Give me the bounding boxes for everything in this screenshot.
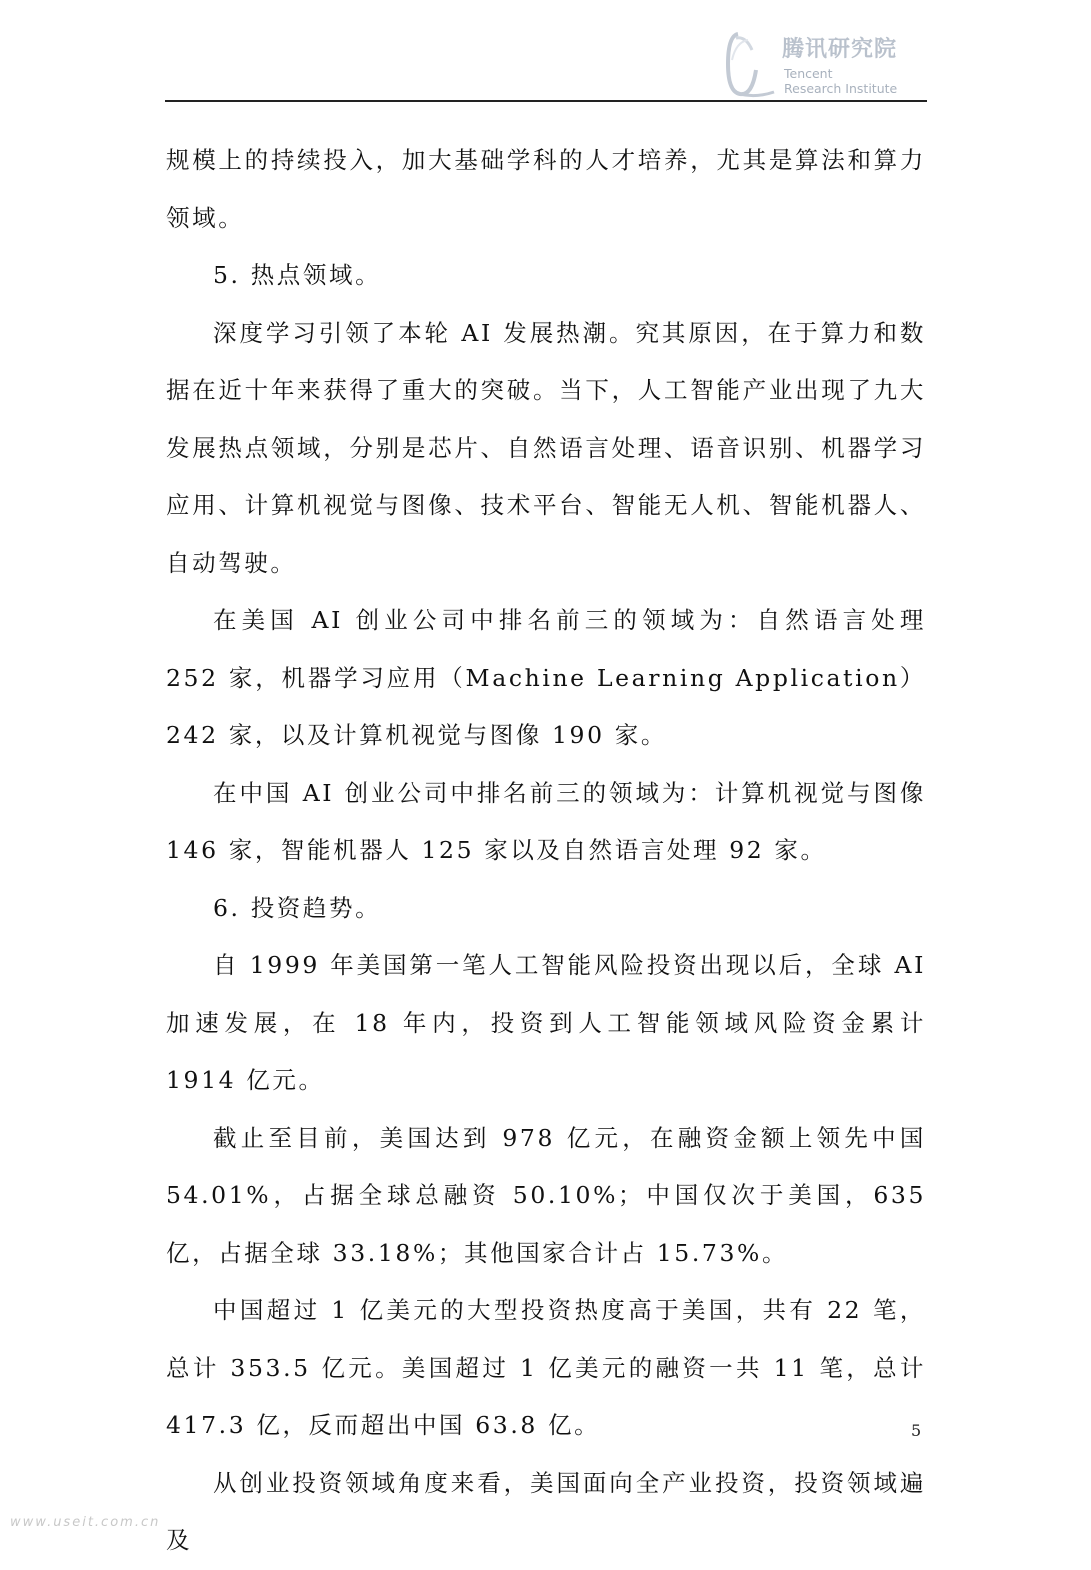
logo-english-line-1: Tencent: [784, 66, 833, 81]
logo-english-line-2: Research Institute: [784, 81, 898, 96]
watermark: www.useit.com.cn: [10, 1515, 161, 1530]
paragraph-deep-learning: 深度学习引领了本轮 AI 发展热潮。究其原因，在于算力和数据在近十年来获得了重大的突破。当下，人工智能产业出现了九大发展热点领域，分别是芯片、自然语言处理、语音识别、机器学习应用、计算机视觉与图像、技术平台、智能无人机、智能机器人、自动驾驶。: [166, 318, 926, 577]
paragraph-us-top-areas: 在美国 AI 创业公司中排名前三的领域为：自然语言处理 252 家，机器学习应用（Machine Learning Application）242 家，以及计算机视觉与图像 190 家。: [166, 606, 926, 749]
page-header: [165, 24, 927, 102]
paragraph-continuation: 规模上的持续投入，加大基础学科的人才培养，尤其是算法和算力领域。: [166, 146, 926, 232]
paragraph-global-investment: 自 1999 年美国第一笔人工智能风险投资出现以后，全球 AI 加速发展，在 18 年内，投资到人工智能领域风险资金累计 1914 亿元。: [166, 951, 926, 1094]
logo-chinese-text: 腾讯研究院: [782, 37, 898, 62]
paragraph-china-top-areas: 在中国 AI 创业公司中排名前三的领域为：计算机视觉与图像 146 家，智能机器人 125 家以及自然语言处理 92 家。: [166, 778, 926, 864]
page-number: 5: [911, 1421, 922, 1440]
page-body: [166, 132, 926, 1570]
paragraph-us-china-share: 截止至目前，美国达到 978 亿元，在融资金额上领先中国 54.01%，占据全球总融资 50.10%；中国仅次于美国，635 亿，占据全球 33.18%；其他国家合计占 15.73%。: [166, 1123, 926, 1267]
logo-english-text: [784, 66, 897, 96]
paragraph-large-deals: 中国超过 1 亿美元的大型投资热度高于美国，共有 22 笔，总计 353.5 亿元。美国超过 1 亿美元的融资一共 11 笔，总计 417.3 亿，反而超出中国 63.8 亿。: [166, 1296, 926, 1439]
tencent-research-logo: [722, 30, 907, 98]
tencent-logo-mark-icon: [722, 30, 782, 98]
section-heading-hot-areas: 5. 热点领域。: [213, 261, 382, 289]
paragraph-investment-fields: 从创业投资领域角度来看，美国面向全产业投资，投资领域遍及: [166, 1468, 926, 1554]
section-heading-investment-trends: 6. 投资趋势。: [213, 893, 382, 922]
